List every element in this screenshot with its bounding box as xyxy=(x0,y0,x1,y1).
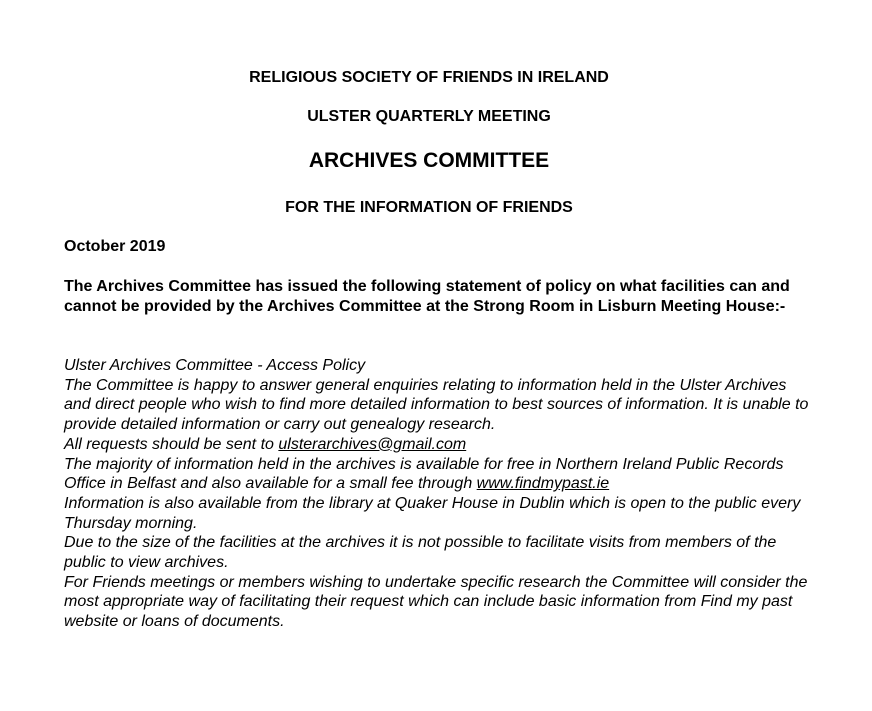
policy-title: Ulster Archives Committee - Access Policy xyxy=(64,357,366,374)
organisation-heading: RELIGIOUS SOCIETY OF FRIENDS IN IRELAND xyxy=(249,69,609,86)
requests-text: All requests should be sent to xyxy=(64,435,279,453)
findmypast-link[interactable]: www.findmypast.ie xyxy=(476,475,610,493)
intro-statement: The Archives Committee has issued the following statement of policy on what facilities can and cannot be provided by the Archives Committee at the Strong Room in Lisburn Meeting House:- xyxy=(64,278,790,315)
email-link[interactable]: ulsterarchives@gmail.com xyxy=(278,435,467,453)
records-text: The majority of information held in the archives is available for free in Northern Ireland Public Records Office in Belfast and also available for a small fee through xyxy=(64,455,784,493)
policy-paragraph-dublin: Information is also available from the library at Quaker House in Dublin which is open to the public every Thursday morning. xyxy=(64,494,801,532)
meeting-heading: ULSTER QUARTERLY MEETING xyxy=(307,108,551,125)
policy-paragraph-requests xyxy=(64,435,809,455)
policy-paragraph-research: For Friends meetings or members wishing to undertake specific research the Committee will consider the most appropriate way of facilitating their request which can include basic information from Find my past website or loans of documents. xyxy=(64,573,808,631)
access-policy xyxy=(64,356,809,632)
document-date: October 2019 xyxy=(64,238,166,255)
policy-paragraph-records xyxy=(64,455,809,494)
policy-paragraph-visits: Due to the size of the facilities at the archives it is not possible to facilitate visits from members of the public to view archives. xyxy=(64,534,777,572)
policy-paragraph-enquiries: The Committee is happy to answer general enquiries relating to information held in the Ulster Archives and direct people who wish to find more detailed information to best sources of information. It is unable to provide detailed information or carry out genealogy research. xyxy=(64,376,809,434)
audience-heading: FOR THE INFORMATION OF FRIENDS xyxy=(285,199,573,216)
committee-title: ARCHIVES COMMITTEE xyxy=(308,149,550,172)
